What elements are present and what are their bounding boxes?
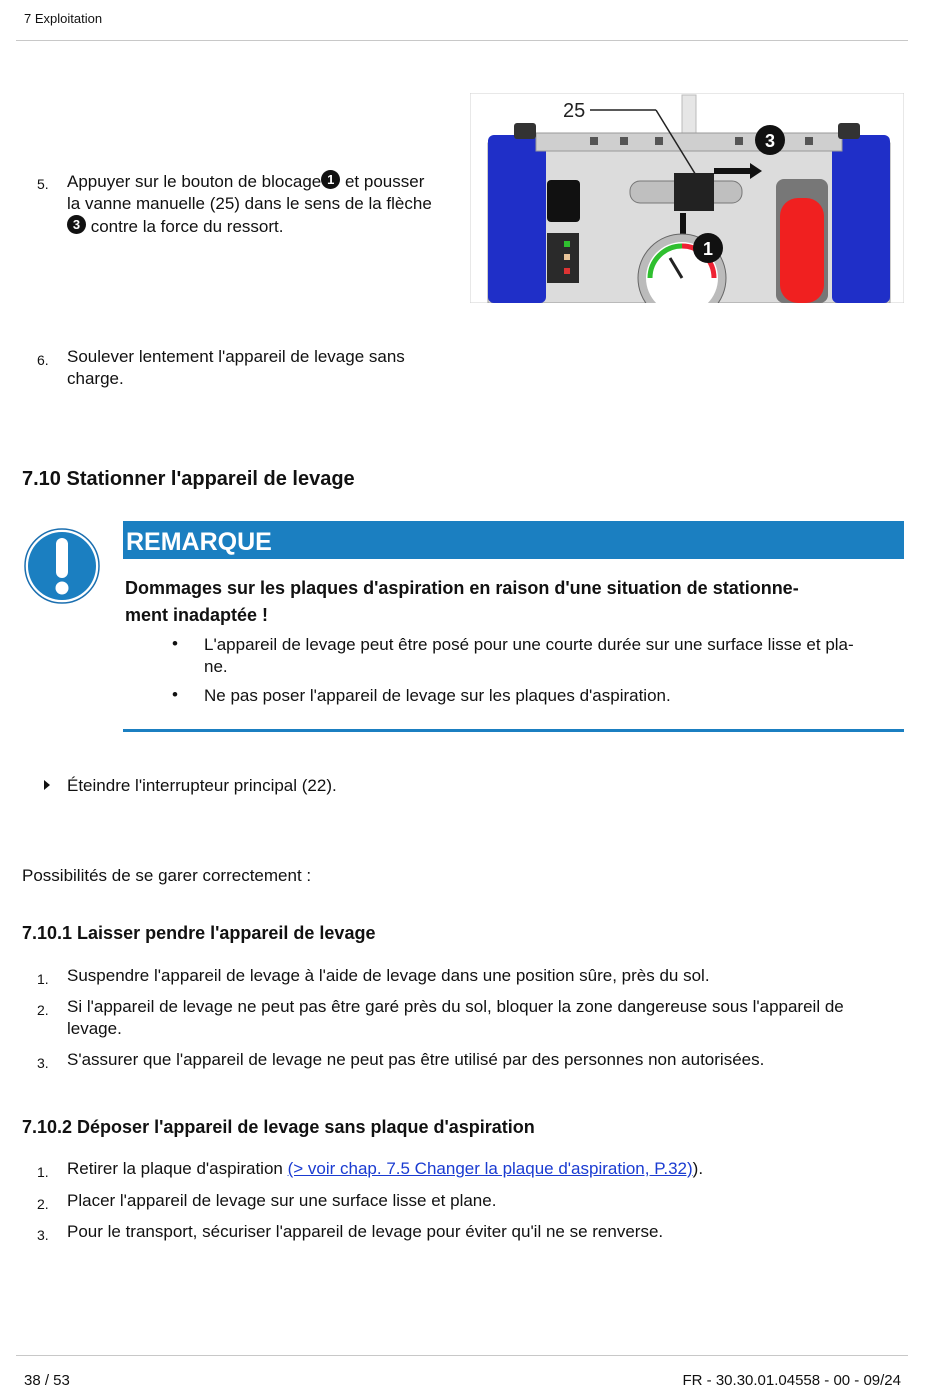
intro-text: Possibilités de se garer correctement : <box>22 866 312 885</box>
step-text: contre la force du ressort. <box>86 217 284 236</box>
section-title-7-10-2: 7.10.2 Déposer l'appareil de levage sans plaque d'aspiration <box>22 1117 535 1137</box>
item-number: 1. <box>37 971 49 987</box>
bullet-icon: • <box>172 634 178 653</box>
bullet-icon: • <box>172 685 178 704</box>
item-number: 3. <box>37 1055 49 1071</box>
action-text: Éteindre l'interrupteur principal (22). <box>67 776 337 795</box>
marker-1-icon: 1 <box>321 170 340 189</box>
marker-3-icon: 3 <box>67 215 86 234</box>
callout-1: 1 <box>702 239 714 259</box>
header-rule <box>16 40 908 41</box>
notice-bullet-text: L'appareil de levage peut être posé pour une courte durée sur une surface lisse et pla- <box>204 635 854 654</box>
running-header: 7 Exploitation <box>24 11 103 26</box>
step-text: et pousser <box>340 172 425 191</box>
notice-headline <box>125 575 885 629</box>
action-arrow-icon <box>42 778 52 797</box>
step-text: Soulever lentement l'appareil de levage sans <box>67 347 405 366</box>
item-text: Pour le transport, sécuriser l'appareil de levage pour éviter qu'il ne se renverse. <box>67 1222 664 1241</box>
step-text: la vanne manuelle (25) dans le sens de la flèche <box>67 194 432 213</box>
item-number: 2. <box>37 1002 49 1018</box>
notice-bullet <box>204 634 884 678</box>
document-code: FR - 30.30.01.04558 - 00 - 09/24 <box>682 1372 901 1389</box>
callout-3: 3 <box>764 131 776 151</box>
item-text: S'assurer que l'appareil de levage ne peut pas être utilisé par des personnes non autorisées. <box>67 1050 765 1069</box>
item-text: Retirer la plaque d'aspiration <box>67 1159 288 1178</box>
device-illustration <box>470 93 904 303</box>
item-text: ). <box>692 1159 704 1178</box>
notice-headline-line: ment inadaptée ! <box>125 605 269 625</box>
item-text: Suspendre l'appareil de levage à l'aide de levage dans une position sûre, près du sol. <box>67 966 710 985</box>
callout-25: 25 <box>563 100 586 122</box>
notice-bullet-text: ne. <box>204 657 228 676</box>
step-5 <box>0 170 460 240</box>
device-figure <box>470 93 904 303</box>
section-title-7-10: 7.10 Stationner l'appareil de levage <box>22 468 355 490</box>
item-number: 2. <box>37 1196 49 1212</box>
section-title-7-10-1: 7.10.1 Laisser pendre l'appareil de levage <box>22 923 376 943</box>
step-text: charge. <box>67 369 124 388</box>
notice-bullet-text: Ne pas poser l'appareil de levage sur les plaques d'aspiration. <box>204 686 671 705</box>
step-number: 6. <box>37 352 49 368</box>
step-text: Appuyer sur le bouton de blocage <box>67 172 322 191</box>
item-number: 1. <box>37 1164 49 1180</box>
item-text: Si l'appareil de levage ne peut pas être garé près du sol, bloquer la zone dangereuse sous l'appareil de <box>67 997 844 1016</box>
item-text: Placer l'appareil de levage sur une surface lisse et plane. <box>67 1191 497 1210</box>
footer-rule <box>16 1355 908 1356</box>
item-text: levage. <box>67 1019 122 1038</box>
step-6 <box>0 346 460 396</box>
item-number: 3. <box>37 1227 49 1243</box>
notice-exclamation-icon <box>24 528 100 609</box>
chapter-link[interactable]: (> voir chap. 7.5 Changer la plaque d'aspiration, P.32) <box>287 1159 693 1178</box>
page-number: 38 / 53 <box>24 1372 70 1389</box>
notice-label: REMARQUE <box>123 521 904 559</box>
notice-bottom-rule <box>123 729 904 732</box>
step-number: 5. <box>37 176 49 192</box>
notice-headline-line: Dommages sur les plaques d'aspiration en raison d'une situation de stationne- <box>125 578 799 598</box>
notice-bullet <box>204 685 884 707</box>
